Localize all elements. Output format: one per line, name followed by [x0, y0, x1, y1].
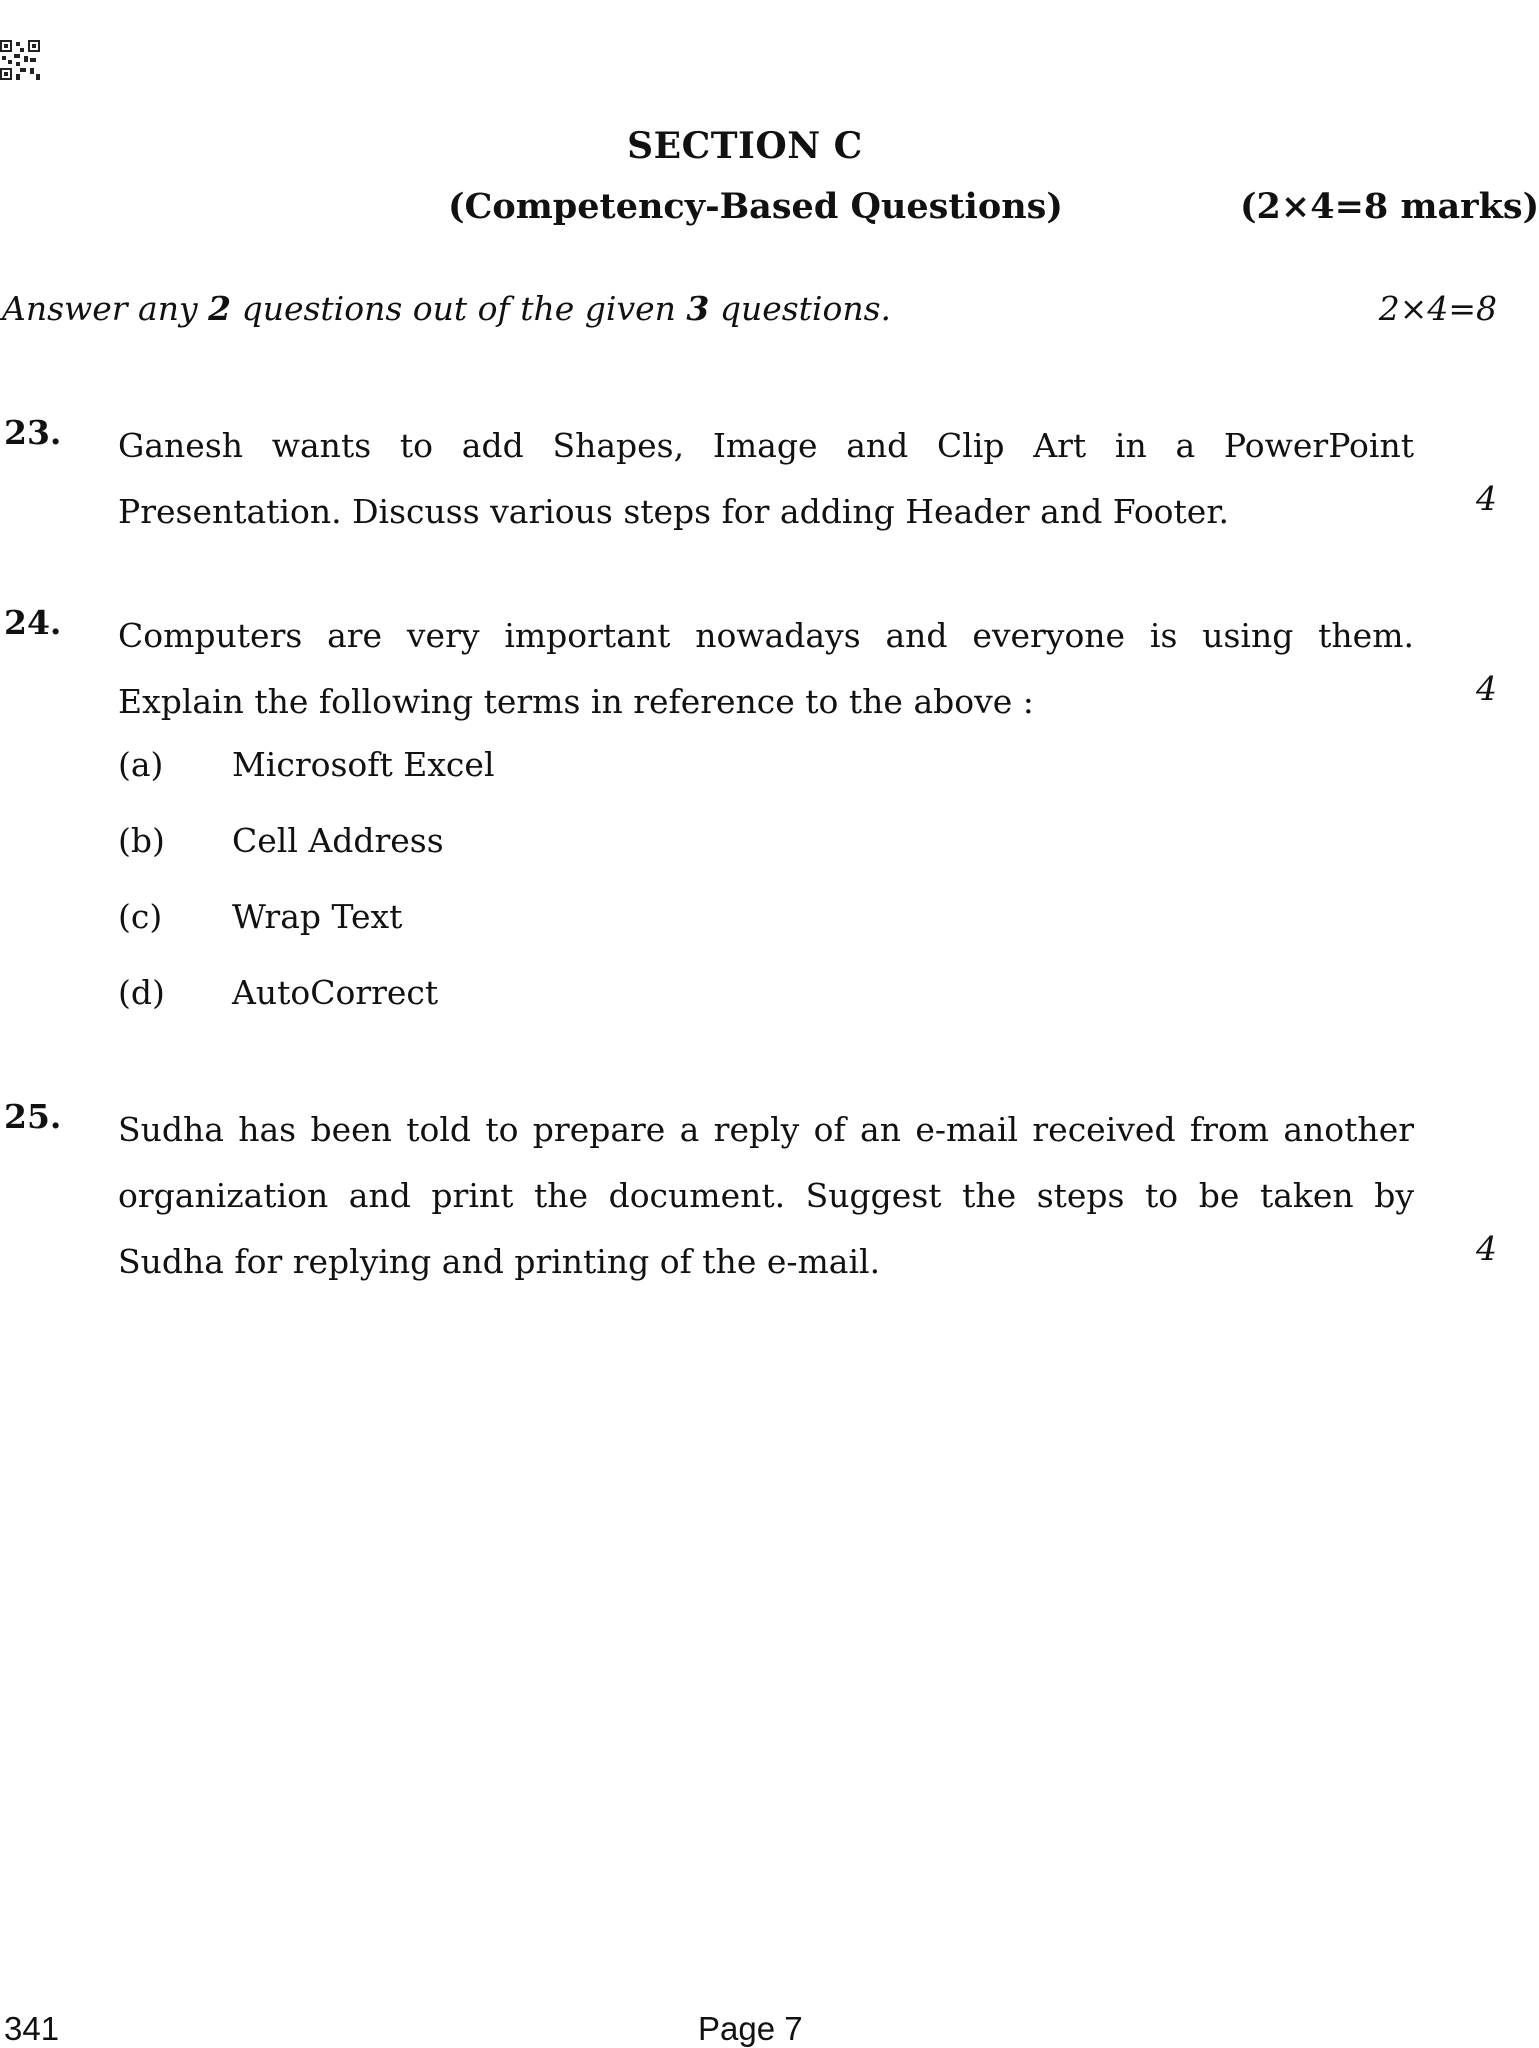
question-line: Sudha for replying and printing of the e-mail. [118, 1242, 881, 1281]
instruction-count-a: 2 [208, 289, 232, 328]
question-line: organization and print the document. Suggest the steps to be taken by [118, 1176, 1414, 1215]
sub-item-b [118, 821, 444, 860]
question-number: 24. [4, 603, 62, 642]
sub-item-text: AutoCorrect [232, 973, 439, 1012]
sub-item-c [118, 897, 402, 936]
sub-item-d [118, 973, 438, 1012]
paper-code: 341 [4, 2010, 60, 2047]
sub-item-label: (c) [118, 897, 163, 936]
sub-item-label: (b) [118, 821, 165, 860]
sub-item-label: (a) [118, 745, 164, 784]
section-marks: (2×4=8 marks) [1240, 186, 1539, 227]
question-text [118, 603, 1414, 735]
question-text [118, 1097, 1414, 1295]
page-number: Page 7 [698, 2010, 803, 2047]
instruction-marks: 2×4=8 [1378, 289, 1497, 328]
instruction-mid: questions out of the given [231, 289, 687, 328]
section-subtitle: (Competency-Based Questions) [448, 186, 1063, 227]
section-title: SECTION C [627, 125, 863, 167]
sub-item-text: Cell Address [232, 821, 444, 860]
sub-item-text: Wrap Text [232, 897, 403, 936]
sub-item-label: (d) [118, 973, 165, 1012]
question-line: Ganesh wants to add Shapes, Image and Clip Art in a PowerPoint [118, 426, 1414, 465]
instruction-count-b: 3 [686, 289, 710, 328]
question-line: Presentation. Discuss various steps for adding Header and Footer. [118, 492, 1229, 531]
qr-code-icon [0, 40, 40, 80]
instruction-suffix: questions. [709, 289, 892, 328]
instruction-prefix: Answer any [2, 289, 209, 328]
question-marks: 4 [1476, 1229, 1497, 1268]
question-marks: 4 [1476, 669, 1497, 708]
instruction-text [2, 289, 891, 328]
question-line: Sudha has been told to prepare a reply of an e-mail received from another [118, 1110, 1414, 1149]
sub-item-a [118, 745, 495, 784]
question-text [118, 413, 1414, 545]
question-line: Computers are very important nowadays and everyone is using them. [118, 616, 1414, 655]
question-number: 25. [4, 1097, 62, 1136]
question-marks: 4 [1476, 479, 1497, 518]
question-number: 23. [4, 413, 62, 452]
sub-item-text: Microsoft Excel [232, 745, 495, 784]
question-line: Explain the following terms in reference to the above : [118, 682, 1034, 721]
